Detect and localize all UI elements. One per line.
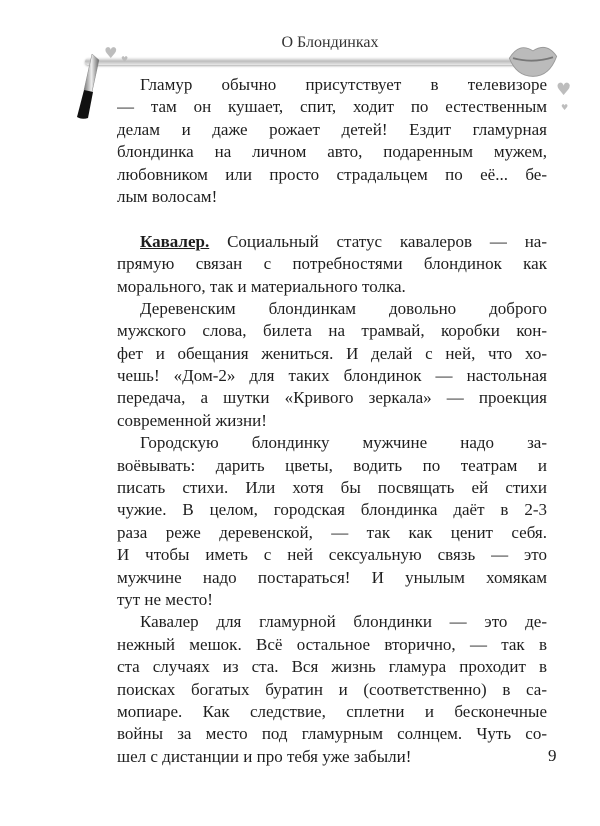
text-line: нежный мешок. Всё остальное вторично, — так в: [117, 634, 547, 654]
paragraph-glamour-cavalier: [117, 611, 547, 768]
heart-icon: ♥: [561, 103, 569, 112]
text-line-rest: Социальный статус кавалеров — на-: [209, 231, 547, 251]
heart-icon: ♥: [121, 55, 129, 64]
text-line: тут не место!: [117, 589, 213, 609]
text-line: чужие. В целом, городская блондинка даёт в 2-3: [117, 500, 547, 520]
text-line: Городскую блондинку мужчине надо за-: [140, 433, 547, 453]
running-header: О Блондинках: [281, 34, 379, 51]
text-line: прямую связан с потребностями блондинок как: [117, 254, 547, 274]
text-line: войны за место под гламурным солнцем. Чуть со-: [117, 724, 547, 744]
text-line: мужчине надо постараться! И унылым хомякам: [117, 567, 547, 587]
paragraph-village: [117, 298, 547, 432]
text-line: делам и даже рожает детей! Ездит гламурная: [117, 119, 547, 139]
text-line: шел с дистанции и про тебя уже забыли!: [117, 746, 412, 766]
text-line: лым волосам!: [117, 186, 218, 206]
body-text: [117, 74, 547, 768]
section-term: Кавалер.: [140, 231, 210, 251]
paragraph-glamour: [117, 74, 547, 208]
heart-icon: ♥: [556, 80, 572, 100]
text-line: раза реже деревенской, — так как ценит себя.: [117, 522, 547, 542]
decorative-header-bar: [85, 55, 525, 65]
text-line: морального, так и материального толка.: [117, 276, 406, 296]
heart-icon: ♥: [104, 44, 118, 62]
text-line: блондинка на личном авто, подаренным мужем,: [117, 142, 547, 162]
text-line: писать стихи. Или хотя бы посвящать ей стихи: [117, 478, 547, 498]
text-line: Деревенским блондинкам довольно доброго: [140, 298, 547, 318]
text-line: ста случаях из ста. Вся жизнь гламура проходит в: [117, 657, 547, 677]
page-number: 9: [548, 746, 557, 765]
text-line: поисках богатых буратин и (соответственно) в са-: [117, 679, 547, 699]
text-line: фет и обещания жениться. И делай с ней, что хо-: [117, 343, 547, 363]
text-line: современной жизни!: [117, 410, 267, 430]
text-line: воёвывать: дарить цветы, водить по театрам и: [117, 455, 547, 475]
lipstick-icon: [72, 52, 102, 122]
text-line: чешь! «Дом-2» для таких блондинок — настольная: [117, 366, 547, 386]
paragraph-city: [117, 432, 547, 611]
text-line: Кавалер для гламурной блондинки — это де-: [140, 612, 547, 632]
text-line: — там он кушает, спит, ходит по естественным: [117, 97, 547, 117]
text-line: мужского слова, билета на трамвай, коробки кон-: [117, 321, 547, 341]
text-line: [117, 231, 547, 253]
paragraph-cavalier: [117, 231, 547, 298]
text-line: мопиаре. Как следствие, сплетни и бесконечные: [117, 701, 547, 721]
text-line: любовником или просто страдальцем по её... бе-: [117, 164, 547, 184]
text-line: передача, а шутки «Кривого зеркала» — проекция: [117, 388, 547, 408]
text-line: И чтобы иметь с ней сексуальную связь — это: [117, 545, 547, 565]
text-line: Гламур обычно присутствует в телевизоре: [140, 75, 547, 94]
